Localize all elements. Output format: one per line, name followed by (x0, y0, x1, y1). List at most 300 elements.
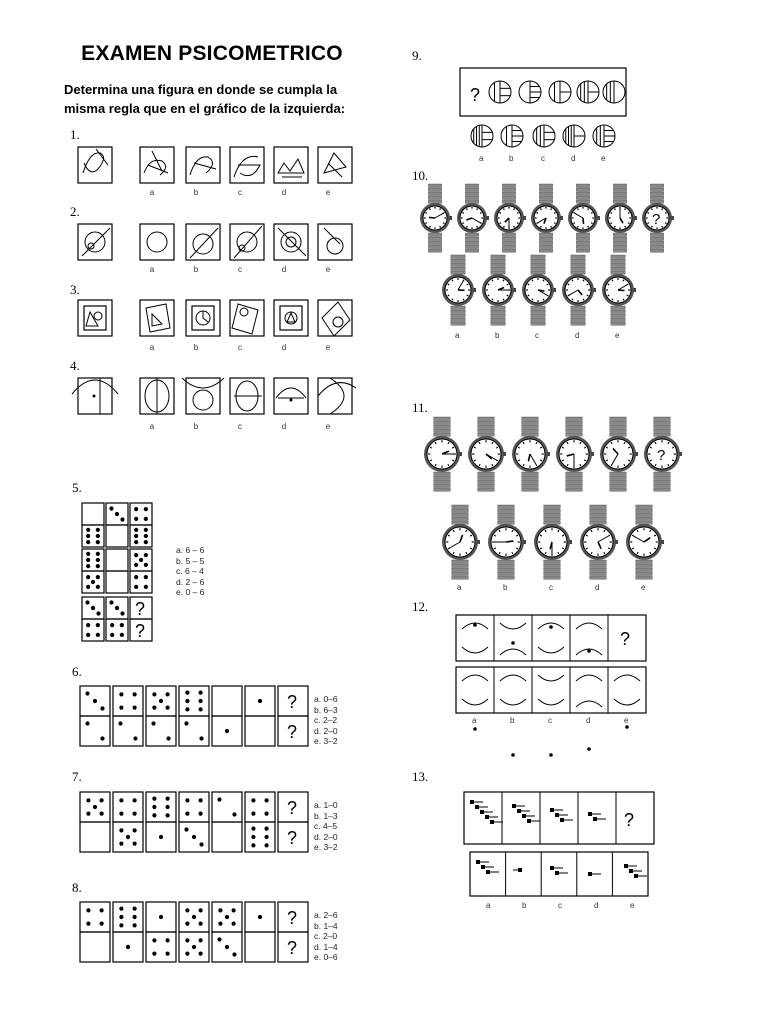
q13-option-d (588, 872, 601, 876)
q5-cell-4-2-question-mark: ? (135, 599, 146, 619)
q10-option-label-a[interactable]: a (455, 331, 460, 340)
q1-option-b (186, 147, 220, 183)
q7-domino-1-bottom-pip (133, 828, 137, 832)
q6-answer-e[interactable]: e. 3–2 (314, 736, 338, 746)
q11-sequence-watch-1 (468, 417, 506, 491)
q11-sequence-watch-5-question-mark: ? (657, 447, 666, 464)
q8-domino-1-top-pip (119, 923, 123, 927)
q7-domino-6-top-question-mark: ? (287, 798, 298, 818)
q5-cell-3-0-pip (96, 585, 100, 589)
q5-cell-2-2-pip (134, 563, 138, 567)
q5-answer-e[interactable]: e. 0 – 6 (176, 587, 205, 597)
question-2-number: 2. (70, 204, 80, 219)
q6-domino-0-top-pip (100, 706, 104, 710)
q1-option-label-c[interactable]: c (238, 188, 242, 197)
q3-option-label-c[interactable]: c (238, 343, 242, 352)
q5-cell-1-0-pip (86, 540, 90, 544)
q6-domino-1-bottom-pip (118, 721, 122, 725)
q13-sequence-3 (588, 812, 606, 821)
q7-domino-3-bottom-pip (199, 842, 203, 846)
q6-domino-1-top-pip (119, 706, 123, 710)
q6-domino-2-top-pip (166, 706, 170, 710)
q8-answer-c[interactable]: c. 2–0 (314, 931, 338, 941)
q5-cell-5-0-pip (96, 623, 100, 627)
q7-domino-4-top (212, 792, 242, 822)
question-10-watches (412, 186, 682, 346)
question-2-figures (78, 220, 358, 276)
q4-option-label-d[interactable]: d (281, 422, 287, 431)
q3-option-label-d[interactable]: d (281, 343, 287, 352)
q1-option-c (230, 147, 264, 183)
question-12-figures (456, 615, 656, 725)
q8-domino-3-bottom-pip (192, 945, 196, 949)
q5-cell-3-2-pip (144, 575, 148, 579)
q2-option-e (318, 224, 352, 260)
q13-option-label-e[interactable]: e (630, 901, 635, 910)
q5-cell-0-1-pip (115, 512, 119, 516)
q7-domino-5-bottom-pip (265, 843, 269, 847)
q12-option-label-a[interactable]: a (472, 716, 477, 725)
q7-domino-2-top-pip (152, 797, 156, 801)
q12-option-label-c[interactable]: c (548, 716, 552, 725)
q5-cell-2-2-pip (139, 558, 143, 562)
q10-option-label-d[interactable]: d (575, 331, 580, 340)
q12-sequence-0 (462, 623, 488, 653)
q6-domino-1-top-pip (133, 692, 137, 696)
q7-domino-5-bottom-pip (265, 835, 269, 839)
q10-option-e-hour-hand (618, 290, 624, 291)
page-title: EXAMEN PSICOMETRICO (81, 42, 343, 65)
q8-domino-2-bottom-pip (152, 952, 156, 956)
q5-cell-1-0-pip (86, 534, 90, 538)
q8-domino-1-top-pip (119, 907, 123, 911)
q5-cell-0-1-pip (120, 517, 124, 521)
q7-domino-2-top-pip (166, 797, 170, 801)
q12-sequence-3 (576, 623, 602, 655)
q5-answer-b[interactable]: b. 5 – 5 (176, 555, 205, 566)
q5-cell-1-0 (82, 525, 104, 547)
q6-domino-2-top-pip (159, 699, 163, 703)
q8-domino-2-bottom (146, 932, 176, 962)
q10-option-d (562, 255, 596, 325)
question-3-figures (78, 298, 358, 354)
q6-domino-4-bottom-pip (225, 729, 229, 733)
q1-option-label-e[interactable]: e (325, 188, 331, 197)
q10-sequence-watch-5 (605, 184, 637, 252)
q11-sequence-watch-0 (424, 417, 462, 491)
q6-domino-2-top-pip (152, 706, 156, 710)
q8-domino-1-top-pip (133, 907, 137, 911)
q8-domino-4-top-pip (218, 922, 222, 926)
q3-option-c (230, 300, 264, 336)
q8-domino-0-top-pip (100, 922, 104, 926)
q9-option-label-d[interactable]: d (571, 154, 576, 163)
q10-sequence-watch-2 (494, 184, 526, 252)
q5-cell-0-2-pip (134, 507, 138, 511)
q7-domino-3-top-pip (185, 812, 189, 816)
q13-option-e (624, 864, 647, 878)
q1-option-e (318, 147, 352, 183)
q4-option-label-c[interactable]: c (238, 422, 242, 431)
question-7-dominoes (80, 792, 310, 858)
q7-domino-3-bottom-pip (192, 835, 196, 839)
q7-domino-1-bottom-pip (133, 842, 137, 846)
q3-option-label-e[interactable]: e (325, 343, 331, 352)
question-4-number: 4. (70, 358, 80, 373)
q5-cell-1-2-pip (144, 534, 148, 538)
q12-option-label-d[interactable]: d (586, 716, 591, 725)
q7-domino-5-bottom-pip (251, 827, 255, 831)
q11-sequence-watch-4 (600, 417, 638, 491)
q11-sequence-watch-3 (556, 417, 594, 491)
question-12-number: 12. (412, 599, 429, 614)
q7-domino-0-top-pip (86, 798, 90, 802)
q5-cell-1-2-pip (134, 540, 138, 544)
q5-cell-4-0-pip (85, 600, 89, 604)
q7-domino-1-top (113, 792, 143, 822)
q10-sequence-watch-1 (457, 184, 489, 252)
q7-domino-5-top-pip (265, 812, 269, 816)
q8-domino-5-bottom (245, 932, 275, 962)
q5-cell-1-0-pip (96, 528, 100, 532)
q9-option-a (471, 125, 493, 147)
q7-domino-2-top (146, 792, 176, 822)
q7-domino-2-top-pip (152, 813, 156, 817)
q4-option-d (274, 378, 308, 414)
q7-domino-1-bottom-pip (119, 842, 123, 846)
q4-option-label-b[interactable]: b (193, 422, 199, 431)
q6-domino-3-top-pip (185, 691, 189, 695)
q8-domino-4-bottom-pip (232, 952, 236, 956)
q5-cell-3-2-pip (134, 585, 138, 589)
q7-domino-2-top-pip (152, 805, 156, 809)
q13-option-a (476, 860, 499, 874)
q5-cell-3-0-pip (86, 575, 90, 579)
q8-domino-4-top-pip (218, 908, 222, 912)
q5-cell-4-1-pip (120, 611, 124, 615)
q7-answer-d[interactable]: d. 2–0 (314, 831, 338, 842)
q8-domino-3-bottom-pip (185, 938, 189, 942)
q6-domino-2-bottom (146, 716, 176, 746)
q8-domino-3-top-pip (192, 915, 196, 919)
q5-cell-5-1-pip (110, 633, 114, 637)
q8-domino-2-bottom-pip (166, 952, 170, 956)
q7-domino-5-top (245, 792, 275, 822)
q6-domino-0-top-pip (93, 699, 97, 703)
q6-domino-2-bottom-pip (166, 736, 170, 740)
q3-option-b (186, 300, 220, 336)
q13-option-label-b[interactable]: b (522, 901, 527, 910)
q11-option-label-e[interactable]: e (641, 583, 646, 592)
q6-domino-5-bottom (245, 716, 275, 746)
question-8-answers (314, 910, 338, 963)
q10-sequence-watch-4 (568, 184, 600, 252)
q12-sequence-1 (500, 623, 526, 655)
q9-question-mark: ? (470, 85, 481, 105)
q5-cell-5-1-pip (110, 623, 114, 627)
q11-option-label-a[interactable]: a (457, 583, 462, 592)
q3-option-d (274, 300, 308, 336)
q9-sequence-circle-3 (577, 81, 599, 103)
q8-domino-0-bottom (80, 932, 110, 962)
q7-domino-4-top-pip (217, 797, 221, 801)
q6-domino-3-top (179, 686, 209, 716)
q9-option-c (533, 125, 555, 147)
q5-cell-3-0-pip (96, 575, 100, 579)
q5-cell-1-0-pip (96, 540, 100, 544)
q8-domino-2-top-pip (159, 915, 163, 919)
q7-answer-a[interactable]: a. 1–0 (314, 800, 338, 810)
q10-option-a (442, 255, 476, 325)
q5-cell-3-2-pip (134, 575, 138, 579)
question-8-dominoes (80, 902, 310, 968)
q5-answer-d[interactable]: d. 2 – 6 (176, 576, 205, 587)
q9-sequence-circle-1 (519, 81, 541, 103)
q9-option-label-e[interactable]: e (601, 154, 606, 163)
q11-sequence-watch-5 (644, 417, 682, 491)
q2-option-d (274, 224, 308, 260)
q2-option-label-d[interactable]: d (281, 265, 287, 274)
q9-option-label-a[interactable]: a (479, 154, 484, 163)
q6-answer-b[interactable]: b. 6–3 (314, 704, 338, 715)
q6-domino-3-top-pip (199, 707, 203, 711)
q10-sequence-watch-6 (642, 184, 674, 252)
q13-option-label-c[interactable]: c (558, 901, 562, 910)
q6-domino-3-top-pip (199, 691, 203, 695)
q2-option-c (230, 224, 264, 260)
q9-option-b (501, 125, 523, 147)
q11-option-b (488, 505, 526, 579)
q13-sequence-2 (550, 808, 573, 822)
q8-domino-4-bottom-pip (225, 945, 229, 949)
q5-cell-4-0-pip (96, 611, 100, 615)
q11-option-c (534, 505, 572, 579)
q5-cell-2-0-pip (96, 564, 100, 568)
q7-domino-2-bottom-pip (159, 835, 163, 839)
q7-domino-3-top-pip (199, 812, 203, 816)
q9-sequence-circle-0 (489, 81, 511, 103)
question-5-answers (176, 545, 204, 598)
question-1-figures (78, 143, 358, 199)
q10-option-label-e[interactable]: e (615, 331, 620, 340)
q5-answer-a[interactable]: a. 6 – 6 (176, 545, 205, 555)
q8-domino-0-top-pip (86, 908, 90, 912)
q12-question-mark: ? (620, 629, 631, 649)
q5-cell-5-0 (82, 619, 104, 641)
q7-domino-1-bottom-pip (119, 828, 123, 832)
q5-cell-2-0-pip (86, 558, 90, 562)
q7-domino-1-top-pip (133, 812, 137, 816)
q2-option-label-c[interactable]: c (238, 265, 242, 274)
q1-option-label-a[interactable]: a (149, 188, 155, 197)
q5-cell-5-0-pip (86, 623, 90, 627)
q5-cell-2-2-pip (144, 553, 148, 557)
q5-cell-1-1 (106, 525, 128, 547)
q8-answer-d[interactable]: d. 1–4 (314, 941, 338, 952)
q1-option-label-d[interactable]: d (281, 188, 287, 197)
q10-sequence-watch-4-hour-hand (583, 218, 584, 224)
q11-option-d (580, 505, 618, 579)
question-11-number: 11. (412, 400, 428, 415)
q13-option-c (550, 866, 568, 875)
q13-sequence-1 (512, 804, 540, 823)
q10-sequence-watch-3 (531, 184, 563, 252)
q8-domino-3-top-pip (185, 922, 189, 926)
q11-option-label-c[interactable]: c (549, 583, 553, 592)
q5-cell-3-2 (130, 571, 152, 593)
q8-domino-3-bottom-pip (199, 952, 203, 956)
q2-option-label-b[interactable]: b (193, 265, 199, 274)
q6-domino-0-bottom-pip (100, 736, 104, 740)
q6-domino-0-bottom-pip (85, 721, 89, 725)
instructions: Determina una figura en donde se cumpla la misma regla que en el gráfico de la izquierda: (64, 82, 346, 116)
q4-option-b (182, 378, 224, 414)
q6-domino-3-bottom (179, 716, 209, 746)
q7-domino-5-top-pip (265, 798, 269, 802)
q7-domino-0-top-pip (86, 812, 90, 816)
q10-option-e (602, 255, 636, 325)
q6-answer-a[interactable]: a. 0–6 (314, 694, 338, 704)
q8-domino-3-top-pip (199, 908, 203, 912)
q7-answer-c[interactable]: c. 4–5 (314, 821, 338, 831)
q8-answer-e[interactable]: e. 0–6 (314, 952, 338, 962)
q4-option-label-e[interactable]: e (325, 422, 331, 431)
q6-domino-4-top (212, 686, 242, 716)
q5-cell-2-0-pip (86, 564, 90, 568)
q5-cell-2-2-pip (134, 553, 138, 557)
q8-answer-b[interactable]: b. 1–4 (314, 920, 338, 931)
q2-option-label-a[interactable]: a (149, 265, 155, 274)
q6-domino-1-bottom-pip (133, 736, 137, 740)
q4-option-a (140, 378, 174, 414)
q6-domino-3-top-pip (185, 707, 189, 711)
q5-answer-c[interactable]: c. 6 – 4 (176, 566, 204, 576)
q7-domino-1-top-pip (119, 798, 123, 802)
q9-option-label-b[interactable]: b (509, 154, 514, 163)
q5-cell-1-2 (130, 525, 152, 547)
q8-domino-2-bottom-pip (152, 938, 156, 942)
q11-sequence-watch-2 (512, 417, 550, 491)
q13-question-mark: ? (624, 810, 635, 830)
q3-option-a (140, 300, 174, 336)
question-7-number: 7. (72, 769, 82, 784)
q8-domino-6-top-question-mark: ? (287, 908, 298, 928)
q8-domino-1-top-pip (133, 915, 137, 919)
q13-option-label-d[interactable]: d (594, 901, 599, 910)
q12-option-label-b[interactable]: b (510, 716, 515, 725)
q9-option-e (593, 125, 615, 147)
q5-cell-0-2-pip (144, 517, 148, 521)
q8-domino-1-top (113, 902, 143, 932)
q8-domino-3-bottom-pip (185, 952, 189, 956)
q7-domino-3-top-pip (199, 798, 203, 802)
q4-option-c (230, 378, 264, 414)
q12-option-label-e[interactable]: e (624, 716, 629, 725)
question-9-figures (460, 68, 630, 168)
q7-domino-5-bottom-pip (251, 835, 255, 839)
q7-domino-3-top (179, 792, 209, 822)
q5-cell-5-1 (106, 619, 128, 641)
q5-cell-0-1-pip (109, 506, 113, 510)
q11-option-e (626, 505, 664, 579)
q9-option-label-c[interactable]: c (541, 154, 545, 163)
q11-option-label-b[interactable]: b (503, 583, 508, 592)
q2-option-a (140, 224, 174, 260)
question-9-number: 9. (412, 48, 422, 63)
q4-option-label-a[interactable]: a (149, 422, 155, 431)
q7-answer-e[interactable]: e. 3–2 (314, 842, 338, 852)
question-13-figures (464, 792, 664, 910)
q7-domino-5-bottom-pip (251, 843, 255, 847)
question-10-number: 10. (412, 168, 429, 183)
q2-option-label-e[interactable]: e (325, 265, 331, 274)
q6-answer-d[interactable]: d. 2–0 (314, 725, 338, 736)
q5-cell-2-2-pip (144, 563, 148, 567)
question-5-number: 5. (72, 480, 82, 495)
q5-cell-1-2-pip (134, 534, 138, 538)
q5-cell-1-2-pip (144, 540, 148, 544)
q7-domino-1-top-pip (119, 812, 123, 816)
q5-cell-2-0-pip (96, 558, 100, 562)
q7-domino-1-top-pip (133, 798, 137, 802)
q12-sequence-2 (538, 623, 564, 653)
q7-domino-6-bottom-question-mark: ? (287, 828, 298, 848)
q11-option-label-d[interactable]: d (595, 583, 600, 592)
q11-option-a (442, 505, 480, 579)
q8-answer-a[interactable]: a. 2–6 (314, 910, 338, 920)
q6-domino-3-bottom-pip (199, 736, 203, 740)
q10-option-label-c[interactable]: c (535, 331, 539, 340)
q6-domino-1-top-pip (133, 706, 137, 710)
question-6-dominoes (80, 686, 310, 752)
question-13-number: 13. (412, 769, 429, 784)
q6-domino-5-top-pip (258, 699, 262, 703)
q6-domino-3-top-pip (199, 699, 203, 703)
q9-sequence-circle-4 (603, 81, 625, 103)
q7-domino-0-top-pip (93, 805, 97, 809)
q7-answer-b[interactable]: b. 1–3 (314, 810, 338, 821)
q7-domino-0-top-pip (100, 798, 104, 802)
q3-option-label-a[interactable]: a (149, 343, 155, 352)
q6-answer-c[interactable]: c. 2–2 (314, 715, 338, 725)
q11-option-b-hour-hand (506, 541, 513, 542)
q6-domino-0-bottom (80, 716, 110, 746)
q13-option-label-a[interactable]: a (486, 901, 491, 910)
q3-option-label-b[interactable]: b (193, 343, 199, 352)
q5-cell-5-2-question-mark: ? (135, 621, 146, 641)
q5-cell-1-0-pip (86, 528, 90, 532)
q7-domino-5-top-pip (251, 798, 255, 802)
q10-sequence-watch-0-hour-hand (429, 217, 435, 218)
q6-domino-2-top-pip (166, 692, 170, 696)
q8-domino-3-bottom-pip (199, 938, 203, 942)
q7-domino-2-top-pip (166, 813, 170, 817)
q5-cell-0-2 (130, 503, 152, 525)
q5-cell-1-2-pip (134, 528, 138, 532)
q8-domino-0-top (80, 902, 110, 932)
q7-domino-0-bottom (80, 822, 110, 852)
q2-option-b (186, 224, 220, 260)
q4-option-e (318, 378, 356, 414)
q8-domino-4-top-pip (232, 908, 236, 912)
q7-domino-1-bottom-pip (126, 835, 130, 839)
q10-sequence-watch-6-question-mark: ? (652, 211, 661, 228)
q1-option-label-b[interactable]: b (193, 188, 199, 197)
q10-option-label-b[interactable]: b (495, 331, 500, 340)
q5-cell-4-0-pip (91, 606, 95, 610)
q5-cell-1-0-pip (96, 534, 100, 538)
q13-option-b (513, 868, 522, 872)
